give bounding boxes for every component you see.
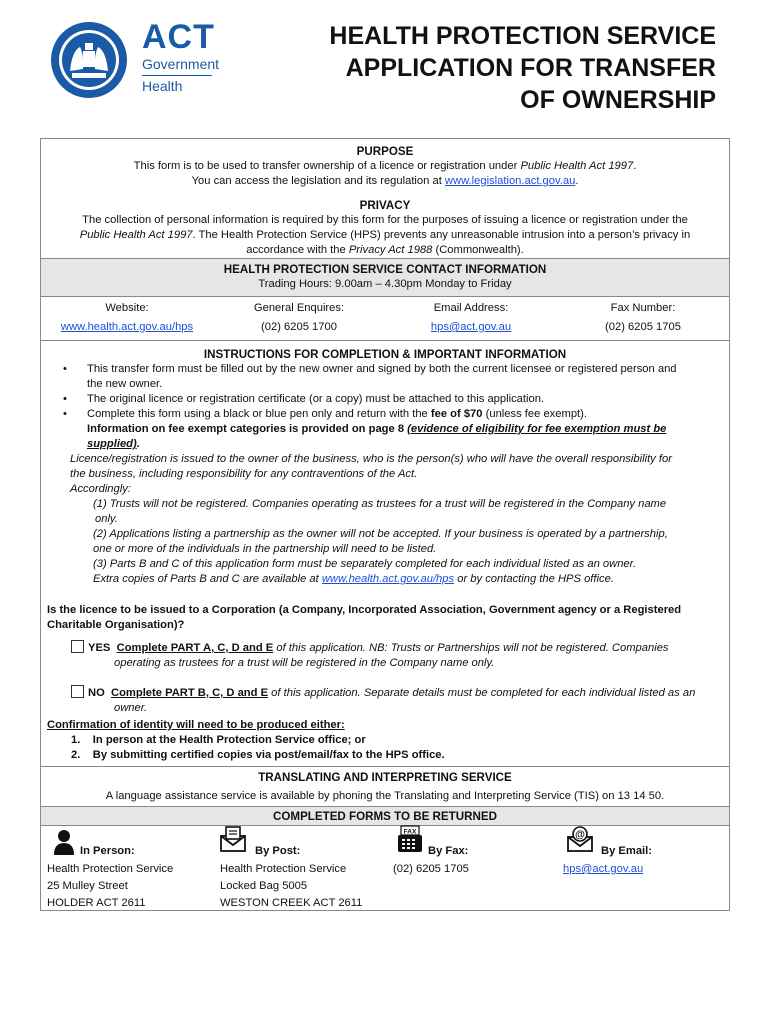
contact-labels <box>41 301 729 316</box>
identity-heading: Confirmation of identity will need to be produced either: <box>47 719 345 731</box>
logo-government-text: Government <box>142 56 220 72</box>
by-post-line-2: Locked Bag 5005 <box>220 880 308 892</box>
act-crest-icon <box>50 21 128 99</box>
privacy-line-2: Public Health Act 1997. The Health Protection Service (HPS) prevents any unreasonable intrusion into a person’s privacy in <box>79 229 691 241</box>
instructions-list <box>41 362 729 422</box>
translating-section <box>41 770 729 804</box>
contact-values <box>41 320 729 335</box>
act-government-health-logo <box>50 18 225 102</box>
email-at-icon <box>567 826 593 852</box>
title-line-2: APPLICATION FOR TRANSFER <box>345 54 716 82</box>
trading-hours: Trading Hours: 9.00am – 4.30pm Monday to Friday <box>258 278 512 290</box>
fee-exempt-note: Information on fee exempt categories is provided on page 8 (evidence of eligibility for fee exemption must be supplied). <box>87 423 667 450</box>
fax-number-label: Fax Number: <box>610 302 676 314</box>
return-email-link[interactable]: hps@act.gov.au <box>563 863 644 875</box>
corporation-question: Is the licence to be issued to a Corporation (a Company, Incorporated Association, Government agency or a Registered Charitable Organisation)? <box>47 604 682 631</box>
return-methods <box>41 829 729 909</box>
list-item: • Complete this form using a black or blue pen only and return with the fee of $70 (unless fee exempt). <box>41 407 729 422</box>
hps-website-link[interactable]: www.health.act.gov.au/hps <box>321 573 455 585</box>
title-line-3: OF OWNERSHIP <box>520 86 716 114</box>
website-label: Website: <box>105 302 149 314</box>
yes-option: YES Complete PART A, C, D and E of this application. NB: Trusts or Partnerships will not be registered. Companies operating as trustees for a trust will be registered in the Company name only. <box>41 640 729 671</box>
privacy-heading: PRIVACY <box>359 199 411 212</box>
divider <box>41 766 729 767</box>
mail-envelope-icon <box>220 826 246 852</box>
person-icon <box>53 829 75 855</box>
in-person-line-2: 25 Mulley Street <box>47 880 128 892</box>
in-person-line-1: Health Protection Service <box>47 863 174 875</box>
yes-checkbox[interactable] <box>71 640 84 653</box>
purpose-section <box>41 144 729 189</box>
divider <box>41 340 729 341</box>
general-enquires-value: (02) 6205 1700 <box>261 321 337 333</box>
identity-item-2: 2. By submitting certified copies via post/email/fax to the HPS office. <box>71 749 445 761</box>
no-label: NO <box>88 687 105 699</box>
no-option: NO Complete PART B, C, D and E of this application. Separate details must be completed for each individual listed as an owner. <box>41 685 729 716</box>
contact-header <box>41 259 729 296</box>
fax-machine-icon <box>397 825 423 853</box>
email-link[interactable]: hps@act.gov.au <box>430 321 512 333</box>
list-item: • The original licence or registration certificate (or a copy) must be attached to this application. <box>41 392 729 407</box>
contact-heading: HEALTH PROTECTION SERVICE CONTACT INFORMATION <box>223 263 547 276</box>
in-person-label: In Person: <box>80 845 135 857</box>
by-fax-label: By Fax: <box>428 845 469 857</box>
owner-paragraph: Licence/registration is issued to the owner of the business, who is the person(s) who will have the overall responsibility for the business, including responsibility for any contraventions of the Act. Accordingly: <box>70 453 672 495</box>
legislation-link[interactable]: www.legislation.act.gov.au <box>444 175 576 187</box>
by-email-label: By Email: <box>601 845 652 857</box>
privacy-section <box>41 198 729 258</box>
svg-text:@: @ <box>575 829 585 841</box>
website-link[interactable]: www.health.act.gov.au/hps <box>60 321 194 333</box>
purpose-line-2: You can access the legislation and its regulation at www.legislation.act.gov.au. <box>191 175 579 187</box>
by-post-label: By Post: <box>255 845 301 857</box>
no-checkbox[interactable] <box>71 685 84 698</box>
email-address-label: Email Address: <box>433 302 509 314</box>
privacy-line-3: accordance with the Privacy Act 1988 (Commonwealth). <box>246 244 524 256</box>
translating-heading: TRANSLATING AND INTERPRETING SERVICE <box>258 771 512 784</box>
page-title <box>296 20 716 116</box>
purpose-line-1: This form is to be used to transfer ownership of a licence or registration under Public Health Act 1997. <box>133 160 637 172</box>
instructions-heading: INSTRUCTIONS FOR COMPLETION & IMPORTANT INFORMATION <box>203 348 567 361</box>
translating-text: A language assistance service is available by phoning the Translating and Interpreting Service (TIS) on 13 14 50. <box>105 790 665 802</box>
privacy-line-1: The collection of personal information is required by this form for the purposes of issuing a licence or registration under the <box>82 214 688 226</box>
instructions-section <box>41 347 729 587</box>
divider <box>41 825 729 826</box>
yes-label: YES <box>88 642 111 654</box>
accordingly-list: (1) Trusts will not be registered. Companies operating as trustees for a trust will be registered in the Company name only. (2) Applications listing a partnership as the owner will not be accepted. If your business is operated by a partnership, one or more of the individuals in the partnership will need to be listed. (3) Parts B and C of this application form must be separately completed for each individual listed as an owner. Extra copies of Parts B and C are available at www.health.act.gov.au/hps or by contacting the HPS office. <box>93 498 668 585</box>
by-post-line-3: WESTON CREEK ACT 2611 <box>220 897 363 909</box>
returned-heading: COMPLETED FORMS TO BE RETURNED <box>41 807 729 825</box>
fax-number-value: (02) 6205 1705 <box>605 321 681 333</box>
identity-item-1: 1. In person at the Health Protection Service office; or <box>71 734 366 746</box>
logo-act-text: ACT <box>142 18 215 56</box>
purpose-heading: PURPOSE <box>356 145 414 158</box>
identity-section <box>41 718 729 763</box>
general-enquires-label: General Enquires: <box>253 302 345 314</box>
logo-divider <box>142 75 212 76</box>
in-person-line-3: HOLDER ACT 2611 <box>47 897 146 909</box>
by-post-line-1: Health Protection Service <box>220 863 347 875</box>
by-fax-line-1: (02) 6205 1705 <box>393 863 469 875</box>
form-box <box>40 138 730 911</box>
fax-icon-text: FAX <box>403 828 417 836</box>
divider <box>41 296 729 297</box>
title-line-1: HEALTH PROTECTION SERVICE <box>329 22 716 50</box>
logo-health-text: Health <box>142 78 183 94</box>
list-item: • This transfer form must be filled out by the new owner and signed by both the current licensee or registered person and the new owner. <box>41 362 729 392</box>
